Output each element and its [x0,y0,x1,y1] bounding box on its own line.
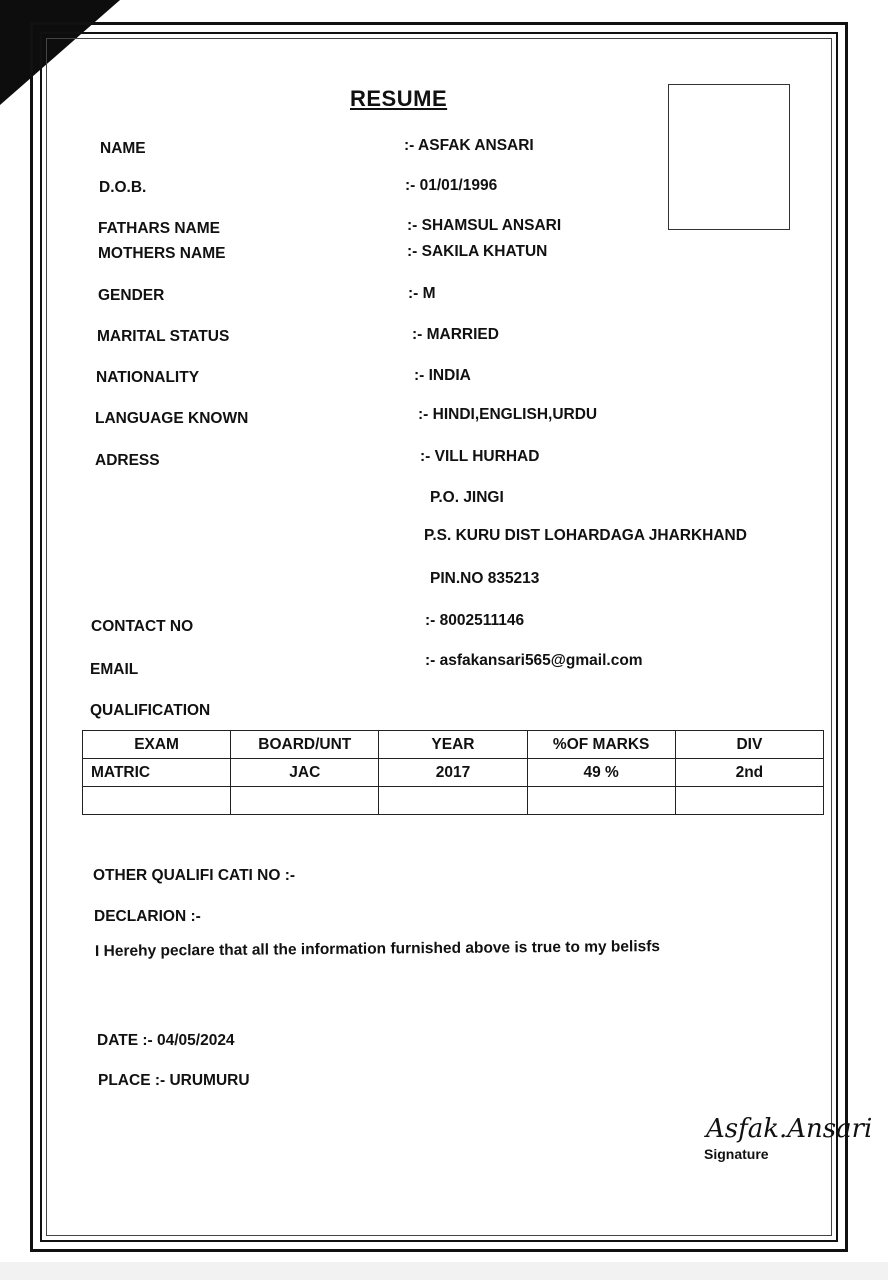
table-row [83,787,824,815]
marital-status-label: MARITAL STATUS [97,328,230,345]
email-value: :- asfakansari565@gmail.com [425,652,643,669]
table-header-cell: YEAR [379,731,527,759]
email-label: EMAIL [90,661,139,678]
photo-placeholder [668,84,790,230]
place-line: PLACE :- URUMURU [98,1072,250,1089]
marital-status-value: :- MARRIED [412,326,499,343]
nationality-label: NATIONALITY [96,369,200,386]
table-cell: 49 % [527,759,675,787]
contact-label: CONTACT NO [91,618,194,635]
table-cell [675,787,823,815]
resume-title: RESUME [350,86,448,111]
nationality-value: :- INDIA [414,367,471,384]
table-cell: 2017 [379,759,527,787]
table-header-cell: DIV [675,731,823,759]
address-line-1: :- VILL HURHAD [420,448,540,465]
contact-value: :- 8002511146 [425,612,525,629]
address-line-4: PIN.NO 835213 [430,570,540,587]
table-cell [527,787,675,815]
scan-bottom-edge [0,1262,888,1280]
table-cell: 2nd [675,759,823,787]
table-header-cell: EXAM [83,731,231,759]
address-label: ADRESS [95,452,160,469]
signature-label: Signature [704,1146,769,1162]
handwritten-signature: Asfak.Ansari [706,1114,873,1144]
name-value: :- ASFAK ANSARI [404,137,534,154]
declaration-heading: DECLARION :- [94,908,201,925]
father-name-label: FATHARS NAME [98,220,220,237]
language-label: LANGUAGE KNOWN [95,410,249,427]
table-cell [379,787,527,815]
language-value: :- HINDI,ENGLISH,URDU [418,406,598,423]
table-header-cell: %OF MARKS [527,731,675,759]
address-line-2: P.O. JINGI [430,489,504,506]
declaration-text: I Herehy peclare that all the information furnished above is true to my belisfs [94,938,661,960]
table-cell: JAC [231,759,379,787]
table-header-cell: BOARD/UNT [231,731,379,759]
table-cell [231,787,379,815]
table-row [83,759,824,787]
dob-label: D.O.B. [99,179,147,196]
table-header-row [83,731,824,759]
gender-value: :- M [408,285,436,302]
table-cell [83,787,231,815]
dob-value: :- 01/01/1996 [405,177,498,194]
date-line: DATE :- 04/05/2024 [97,1032,235,1049]
mother-name-value: :- SAKILA KHATUN [407,243,548,260]
table-cell: MATRIC [83,759,231,787]
gender-label: GENDER [98,287,165,304]
qualification-heading: QUALIFICATION [90,702,211,719]
address-line-3: P.S. KURU DIST LOHARDAGA JHARKHAND [424,527,747,544]
name-label: NAME [100,140,146,157]
mother-name-label: MOTHERS NAME [98,245,226,262]
father-name-value: :- SHAMSUL ANSARI [407,217,562,234]
other-qualification: OTHER QUALIFI CATI NO :- [93,867,296,884]
qualification-table [82,730,824,815]
